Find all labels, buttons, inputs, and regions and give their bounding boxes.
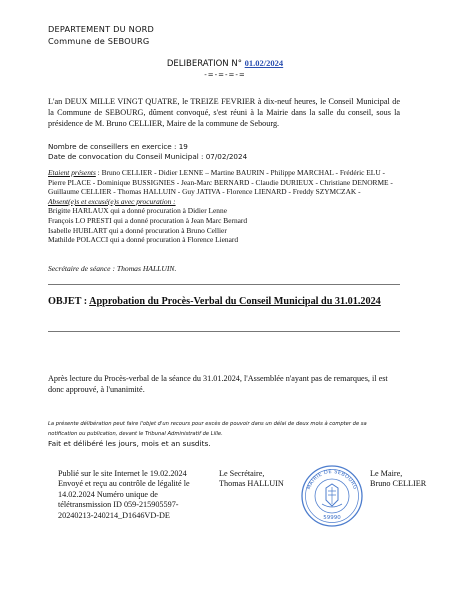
commune-name: Commune de SEBOURG	[48, 36, 150, 46]
mairie-seal-stamp	[300, 464, 364, 528]
attendance-block	[48, 168, 403, 245]
divider-top	[48, 284, 400, 285]
objet-label: OBJET :	[48, 296, 90, 307]
presents-list	[48, 168, 403, 197]
procuration-item: François LO PRESTI qui a donné procuration à Jean Marc Bernard	[48, 215, 248, 225]
body-paragraph: Après lecture du Procès-verbal de la séance du 31.01.2024, l'Assemblée n'ayant pas de remarques, il est donc approuvé, à l'unanimité.	[48, 374, 388, 394]
secretaire-signature	[219, 469, 284, 490]
objet-heading	[48, 296, 400, 309]
intro-paragraph: L'an DEUX MILLE VINGT QUATRE, le TREIZE FEVRIER à dix-neuf heures, le Conseil Municipal de la Commune de SEBOURG, dûment convoqué, s'est réuni à la Mairie dans la salle du conseil, sous la présidence de M. Bruno CELLIER, Maire de la commune de Sebourg.	[48, 97, 400, 128]
presents-label: Etaient présents	[48, 168, 96, 177]
heading-decoration: -=-=-=-=	[204, 71, 246, 79]
fait-deliberation: Fait et délibéré les jours, mois et an susdits.	[48, 439, 211, 448]
procuration-item: Isabelle HUBLART qui a donné procuration à Bruno Cellier	[48, 225, 227, 235]
date-convocation: Date de convocation du Conseil Municipal : 07/02/2024	[48, 152, 248, 161]
seal-text: MAIRIE DE SEBOURG	[306, 468, 358, 491]
seal-stamp-icon	[300, 464, 364, 528]
maire-name: Bruno CELLIER	[370, 479, 427, 489]
publication-notice: Publié sur le site Internet le 19.02.2024 Envoyé et reçu au contrôle de légalité le 14.02.2024 Numéro unique de télétransmission ID 059-215905597-20240213-240214_D1646VD-DE	[58, 469, 190, 520]
objet-title: Approbation du Procès-Verbal du Conseil Municipal du 31.01.2024	[89, 296, 381, 307]
nb-conseillers: Nombre de conseillers en exercice : 19	[48, 142, 188, 151]
procuration-item: Brigitte HARLAUX qui a donné procuration à Didier Lenne	[48, 206, 227, 216]
deliberation-heading	[0, 58, 450, 69]
recours-notice: La présente délibération peut faire l'objet d'un recours pour excès de pouvoir dans un délai de deux mois à compter de sa notification ou publication, devant le Tribunal Administratif de Lille.	[48, 421, 367, 437]
seal-postcode: 59990	[323, 515, 341, 521]
procuration-item: Mathilde POLACCI qui a donné procuration à Florence Lienard	[48, 235, 239, 245]
deliberation-label: DELIBERATION N°	[166, 59, 242, 69]
divider-bottom	[48, 331, 400, 332]
absents-label: Absent(e)s et excusé(e)s avec procuration :	[48, 196, 176, 206]
maire-role: Le Maire,	[370, 469, 403, 478]
deliberation-number: 01.02/2024	[244, 58, 284, 68]
maire-signature	[370, 469, 426, 490]
department-name: DEPARTEMENT DU NORD	[48, 24, 154, 34]
presents-names: : Bruno CELLIER - Didier LENNE – Martine BAURIN - Philippe MARCHAL - Frédéric ELU - Pierre PLACE - Dominique BUSSIGNIES - Jean-Marc BERNARD - Claudie DURIEUX - Christiane DENORME - Guillaume CELLIER - Thomas HALLUIN - Guy JATIVA - Florence LIENARD - Freddy SZYMCZAK -	[48, 168, 393, 197]
secretaire-role: Le Secrétaire,	[219, 469, 265, 478]
secretaire-name: Thomas HALLUIN	[219, 479, 284, 489]
secretaire-seance: Secrétaire de séance : Thomas HALLUIN.	[48, 264, 177, 273]
